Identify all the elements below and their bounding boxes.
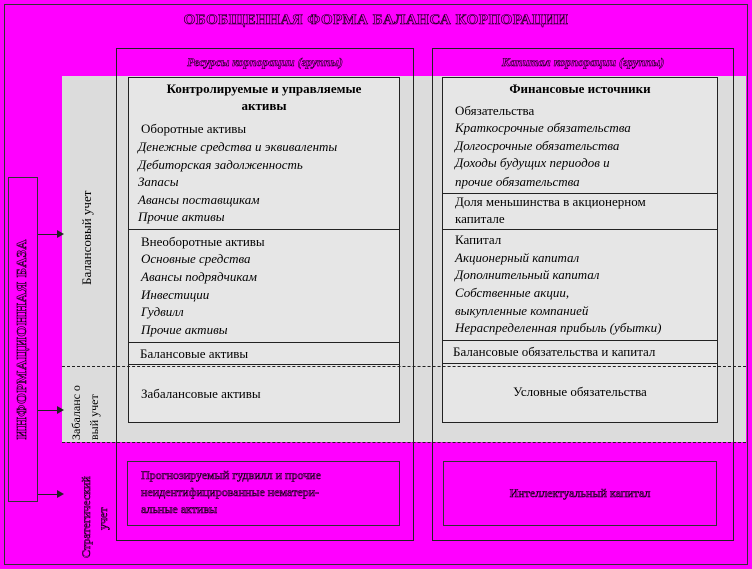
- capital-label: Капитал: [455, 232, 502, 247]
- divider: [442, 363, 718, 364]
- liability-item: Долгосрочные обязательства: [455, 138, 620, 153]
- divider: [442, 340, 718, 341]
- noncurrent-asset-item: Гудвилл: [141, 304, 184, 319]
- intellectual-capital: Интеллектуальный капитал: [509, 486, 651, 500]
- noncurrent-asset-item: Основные средства: [141, 251, 251, 266]
- offbalance-accounting-label-cont: вый учет: [87, 394, 101, 440]
- balance-liabilities: Балансовые обязательства и капитал: [453, 344, 656, 359]
- current-asset-item: Прочие активы: [138, 209, 225, 224]
- contingent-liabilities: Условные обязательства: [513, 384, 647, 399]
- noncurrent-asset-item: Инвестиции: [141, 287, 210, 302]
- noncurrent-asset-item: Авансы подрядчикам: [141, 269, 257, 284]
- minority-interest-cont: капитале: [455, 211, 505, 226]
- offbalance-accounting-label: Забаланс о: [69, 385, 83, 440]
- offbalance-strategic-separator: [62, 442, 746, 443]
- capital-item: Акционерный капитал: [455, 250, 580, 265]
- strategic-assets-line: Прогнозируемый гудвилл и прочие: [141, 468, 321, 482]
- noncurrent-asset-item: Прочие активы: [141, 322, 228, 337]
- current-asset-item: Дебиторская задолженность: [138, 157, 303, 172]
- information-base-label: ИНФОРМАЦИОННАЯ БАЗА: [15, 239, 30, 440]
- information-base-box: [8, 177, 38, 502]
- balance-offbalance-separator: [62, 366, 746, 367]
- capital-header: Капитал корпорации (группы): [501, 55, 665, 69]
- strategic-accounting-label-cont: учет: [96, 507, 110, 530]
- resources-header: Ресурсы корпорации (группы): [187, 55, 343, 69]
- current-assets-label: Оборотные активы: [141, 121, 247, 136]
- strategic-accounting-label: Стратегический: [79, 476, 93, 558]
- arrow-right-icon: [57, 490, 64, 498]
- noncurrent-assets-label: Внеоборотные активы: [141, 234, 265, 249]
- balance-accounting-label: Балансовый учет: [79, 190, 94, 285]
- divider: [128, 342, 400, 343]
- diagram-title: ОБОБЩЕННАЯ ФОРМА БАЛАНСА КОРПОРАЦИИ: [183, 12, 569, 28]
- capital-item: Нераспределенная прибыль (убытки): [455, 320, 662, 335]
- arrow-line: [38, 494, 58, 495]
- liability-item: прочие обязательства: [455, 174, 580, 189]
- arrow-right-icon: [57, 230, 64, 238]
- strategic-assets-line: неидентифицированные нематери-: [141, 485, 320, 499]
- sources-section-title: Финансовые источники: [509, 81, 651, 96]
- arrow-right-icon: [57, 406, 64, 414]
- divider: [442, 229, 718, 230]
- assets-section-title: Контролируемые и управляемые: [166, 81, 362, 96]
- divider: [128, 229, 400, 230]
- assets-section-title-cont: активы: [241, 98, 287, 113]
- current-asset-item: Запасы: [138, 174, 179, 189]
- arrow-line: [38, 410, 58, 411]
- capital-item: Дополнительный капитал: [455, 267, 600, 282]
- liabilities-label: Обязательства: [455, 103, 535, 118]
- liability-item: Доходы будущих периодов и: [455, 155, 610, 170]
- minority-interest: Доля меньшинства в акционерном: [455, 194, 646, 209]
- offbalance-assets: Забалансовые активы: [141, 386, 261, 401]
- current-asset-item: Авансы поставщикам: [138, 192, 260, 207]
- liability-item: Краткосрочные обязательства: [455, 120, 631, 135]
- strategic-assets-line: альные активы: [141, 502, 218, 516]
- divider: [128, 364, 400, 365]
- capital-item: выкупленные компанией: [455, 303, 589, 318]
- current-asset-item: Денежные средства и эквиваленты: [138, 139, 338, 154]
- balance-assets: Балансовые активы: [140, 346, 249, 361]
- capital-item: Собственные акции,: [455, 285, 570, 300]
- arrow-line: [38, 234, 58, 235]
